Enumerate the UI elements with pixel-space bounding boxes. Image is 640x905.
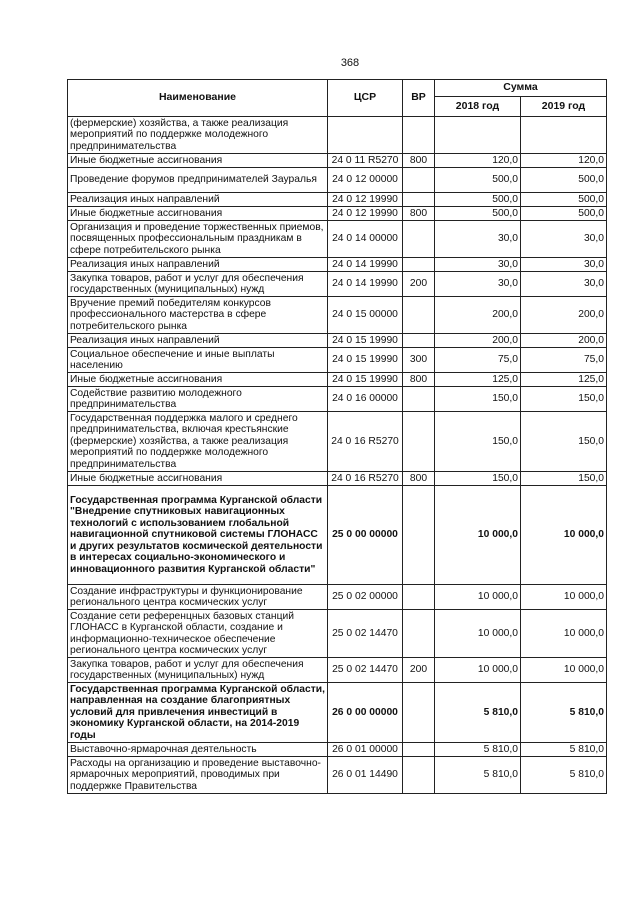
row-vr: 800: [403, 154, 435, 168]
row-name: Иные бюджетные ассигнования: [68, 207, 328, 221]
row-sum-2019: 30,0: [521, 221, 607, 258]
row-csr: [328, 117, 403, 154]
row-csr: 24 0 15 19990: [328, 373, 403, 387]
row-csr: 24 0 14 00000: [328, 221, 403, 258]
row-sum-2019: 500,0: [521, 168, 607, 193]
table-row: [68, 258, 607, 272]
table-row: [68, 193, 607, 207]
row-sum-2019: 5 810,0: [521, 757, 607, 794]
row-sum-2019: [521, 117, 607, 154]
row-sum-2019: 10 000,0: [521, 486, 607, 585]
row-vr: [403, 168, 435, 193]
row-csr: 26 0 01 14490: [328, 757, 403, 794]
header-2018: 2018 год: [435, 97, 521, 117]
row-name: Государственная поддержка малого и среднего предпринимательства, включая крестьянские (фермерские) хозяйства, а также реализация мероприятий по поддержке молодежного предпринимательства: [68, 412, 328, 472]
row-sum-2018: 200,0: [435, 297, 521, 334]
row-name: Иные бюджетные ассигнования: [68, 472, 328, 486]
row-sum-2019: 10 000,0: [521, 585, 607, 610]
row-vr: [403, 221, 435, 258]
row-sum-2018: [435, 117, 521, 154]
table-row: [68, 658, 607, 683]
row-vr: 200: [403, 272, 435, 297]
row-csr: 25 0 00 00000: [328, 486, 403, 585]
table-row: [68, 297, 607, 334]
row-csr: 24 0 14 19990: [328, 272, 403, 297]
row-sum-2019: 500,0: [521, 207, 607, 221]
row-csr: 25 0 02 14470: [328, 658, 403, 683]
row-sum-2018: 5 810,0: [435, 757, 521, 794]
row-sum-2018: 30,0: [435, 258, 521, 272]
header-name: Наименование: [68, 80, 328, 117]
row-sum-2019: 150,0: [521, 412, 607, 472]
row-sum-2019: 500,0: [521, 193, 607, 207]
row-csr: 24 0 15 00000: [328, 297, 403, 334]
row-sum-2018: 5 810,0: [435, 743, 521, 757]
row-name: Закупка товаров, работ и услуг для обеспечения государственных (муниципальных) нужд: [68, 658, 328, 683]
row-name: Расходы на организацию и проведение выставочно-ярмарочных мероприятий, проводимых при поддержке Правительства: [68, 757, 328, 794]
table-row: [68, 373, 607, 387]
row-csr: 24 0 15 19990: [328, 348, 403, 373]
row-vr: 300: [403, 348, 435, 373]
row-sum-2019: 5 810,0: [521, 683, 607, 743]
row-vr: [403, 258, 435, 272]
row-csr: 24 0 16 00000: [328, 387, 403, 412]
row-vr: 800: [403, 373, 435, 387]
row-sum-2019: 5 810,0: [521, 743, 607, 757]
row-csr: 24 0 12 19990: [328, 207, 403, 221]
row-name: Создание сети референцных базовых станций ГЛОНАСС в Курганской области, создание и информационно-техническое обеспечение регионального центра космических услуг: [68, 610, 328, 658]
header-2019: 2019 год: [521, 97, 607, 117]
row-name: (фермерские) хозяйства, а также реализация мероприятий по поддержке молодежного предпринимательства: [68, 117, 328, 154]
row-vr: [403, 412, 435, 472]
row-sum-2018: 200,0: [435, 334, 521, 348]
table-body: [68, 117, 607, 794]
row-sum-2019: 200,0: [521, 297, 607, 334]
header-csr: ЦСР: [328, 80, 403, 117]
row-sum-2018: 30,0: [435, 221, 521, 258]
row-name: Вручение премий победителям конкурсов профессионального мастерства в сфере потребительского рынка: [68, 297, 328, 334]
row-name: Реализация иных направлений: [68, 258, 328, 272]
row-vr: [403, 297, 435, 334]
table-row: [68, 154, 607, 168]
row-sum-2018: 150,0: [435, 412, 521, 472]
row-vr: [403, 683, 435, 743]
table-row: [68, 221, 607, 258]
row-vr: 800: [403, 472, 435, 486]
row-csr: 24 0 16 R5270: [328, 412, 403, 472]
row-name: Социальное обеспечение и иные выплаты населению: [68, 348, 328, 373]
row-sum-2018: 30,0: [435, 272, 521, 297]
row-vr: [403, 486, 435, 585]
table-row: [68, 757, 607, 794]
row-sum-2018: 500,0: [435, 193, 521, 207]
row-sum-2019: 125,0: [521, 373, 607, 387]
table-row: [68, 117, 607, 154]
row-name: Закупка товаров, работ и услуг для обеспечения государственных (муниципальных) нужд: [68, 272, 328, 297]
row-vr: [403, 193, 435, 207]
row-sum-2018: 10 000,0: [435, 610, 521, 658]
table-row: [68, 168, 607, 193]
row-sum-2019: 150,0: [521, 472, 607, 486]
row-sum-2018: 150,0: [435, 472, 521, 486]
row-name: Государственная программа Курганской области, направленная на создание благоприятных условий для привлечения инвестиций в экономику Курганской области, на 2014-2019 годы: [68, 683, 328, 743]
row-sum-2019: 75,0: [521, 348, 607, 373]
row-sum-2019: 150,0: [521, 387, 607, 412]
table-row: [68, 472, 607, 486]
row-name: Иные бюджетные ассигнования: [68, 373, 328, 387]
table-row: [68, 412, 607, 472]
row-sum-2018: 500,0: [435, 207, 521, 221]
row-sum-2018: 10 000,0: [435, 658, 521, 683]
row-csr: 24 0 14 19990: [328, 258, 403, 272]
row-sum-2018: 150,0: [435, 387, 521, 412]
row-name: Содействие развитию молодежного предпринимательства: [68, 387, 328, 412]
row-vr: [403, 387, 435, 412]
table-row: [68, 334, 607, 348]
row-csr: 24 0 11 R5270: [328, 154, 403, 168]
row-name: Государственная программа Курганской области "Внедрение спутниковых навигационных технологий с использованием глобальной навигационной спутниковой системы ГЛОНАСС и других результатов космической деятельности в интересах социально-экономического и инновационного развития Курганской области": [68, 486, 328, 585]
row-csr: 24 0 16 R5270: [328, 472, 403, 486]
row-sum-2018: 75,0: [435, 348, 521, 373]
row-name: Создание инфраструктуры и функционирование регионального центра космических услуг: [68, 585, 328, 610]
row-sum-2018: 5 810,0: [435, 683, 521, 743]
row-name: Выставочно-ярмарочная деятельность: [68, 743, 328, 757]
row-sum-2018: 10 000,0: [435, 585, 521, 610]
row-sum-2019: 120,0: [521, 154, 607, 168]
row-csr: 26 0 00 00000: [328, 683, 403, 743]
header-sum: Сумма: [435, 80, 607, 97]
row-vr: 200: [403, 658, 435, 683]
table-row: [68, 585, 607, 610]
row-vr: [403, 585, 435, 610]
row-vr: [403, 743, 435, 757]
table-row: [68, 743, 607, 757]
table-row: [68, 272, 607, 297]
row-csr: 24 0 15 19990: [328, 334, 403, 348]
header-vr: ВР: [403, 80, 435, 117]
row-sum-2018: 125,0: [435, 373, 521, 387]
row-name: Организация и проведение торжественных приемов, посвященных профессиональным праздникам в сфере потребительского рынка: [68, 221, 328, 258]
table-row: [68, 387, 607, 412]
row-vr: [403, 117, 435, 154]
table-row: [68, 348, 607, 373]
row-sum-2018: 500,0: [435, 168, 521, 193]
row-name: Реализация иных направлений: [68, 334, 328, 348]
row-name: Реализация иных направлений: [68, 193, 328, 207]
row-csr: 24 0 12 00000: [328, 168, 403, 193]
row-name: Проведение форумов предпринимателей Зауралья: [68, 168, 328, 193]
row-csr: 24 0 12 19990: [328, 193, 403, 207]
table-row: [68, 207, 607, 221]
row-csr: 25 0 02 00000: [328, 585, 403, 610]
row-sum-2019: 200,0: [521, 334, 607, 348]
page-number: 368: [340, 57, 360, 69]
row-vr: [403, 757, 435, 794]
row-sum-2018: 120,0: [435, 154, 521, 168]
row-name: Иные бюджетные ассигнования: [68, 154, 328, 168]
row-sum-2018: 10 000,0: [435, 486, 521, 585]
row-csr: 25 0 02 14470: [328, 610, 403, 658]
row-sum-2019: 10 000,0: [521, 610, 607, 658]
budget-table: [67, 79, 607, 794]
row-sum-2019: 30,0: [521, 272, 607, 297]
row-vr: [403, 334, 435, 348]
table-row: [68, 486, 607, 585]
table-row: [68, 683, 607, 743]
row-csr: 26 0 01 00000: [328, 743, 403, 757]
table-row: [68, 610, 607, 658]
row-sum-2019: 30,0: [521, 258, 607, 272]
row-vr: [403, 610, 435, 658]
row-sum-2019: 10 000,0: [521, 658, 607, 683]
row-vr: 800: [403, 207, 435, 221]
